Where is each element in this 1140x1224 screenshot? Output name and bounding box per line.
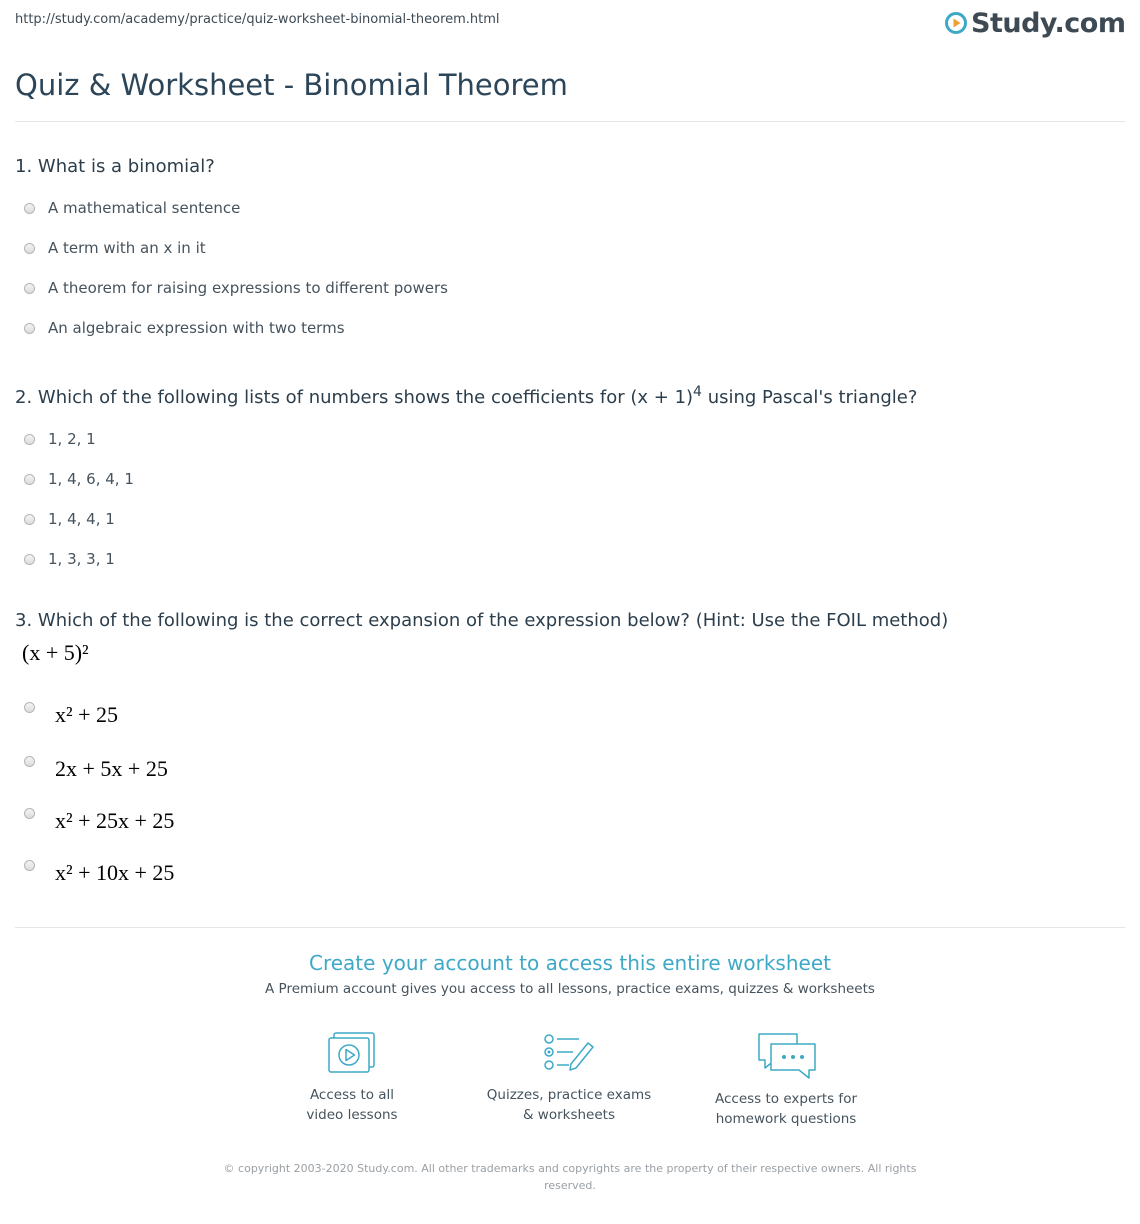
option-label: 1, 4, 6, 4, 1 xyxy=(48,470,134,488)
title-divider xyxy=(15,121,1125,122)
option-label: 1, 3, 3, 1 xyxy=(48,550,115,568)
q2-option-1[interactable] xyxy=(24,430,96,448)
feature-label-line2: video lessons xyxy=(306,1107,398,1123)
page-title: Quiz & Worksheet - Binomial Theorem xyxy=(15,68,568,102)
radio-button[interactable] xyxy=(24,323,35,334)
feature-video-lessons xyxy=(252,1030,452,1125)
feature-quizzes xyxy=(469,1030,669,1125)
radio-button[interactable] xyxy=(24,283,35,294)
q1-option-2[interactable] xyxy=(24,239,206,257)
q3-option-4[interactable] xyxy=(24,860,174,886)
cta-divider xyxy=(15,927,1125,928)
feature-label-line2: & worksheets xyxy=(522,1107,615,1123)
q1-option-3[interactable] xyxy=(24,279,448,297)
radio-button[interactable] xyxy=(24,554,35,565)
q1-option-1[interactable] xyxy=(24,199,240,217)
radio-button[interactable] xyxy=(24,514,35,525)
q2-option-2[interactable] xyxy=(24,470,134,488)
radio-button[interactable] xyxy=(24,702,35,713)
radio-button[interactable] xyxy=(24,756,35,767)
page-url: http://study.com/academy/practice/quiz-worksheet-binomial-theorem.html xyxy=(15,12,500,27)
logo-text: Study.com xyxy=(971,7,1126,39)
option-math-label: x² + 25x + 25 xyxy=(55,808,175,833)
create-account-link[interactable]: Create your account to access this entire worksheet xyxy=(309,951,831,975)
option-label: A mathematical sentence xyxy=(48,199,241,217)
feature-label-line2: homework questions xyxy=(715,1111,857,1127)
feature-label-line1: Access to experts for xyxy=(714,1091,857,1107)
q3-option-3[interactable] xyxy=(24,808,174,834)
q3-option-1[interactable] xyxy=(24,702,118,728)
option-math-label: 2x + 5x + 25 xyxy=(55,756,168,781)
option-label: 1, 4, 4, 1 xyxy=(48,510,115,528)
option-math-label: x² + 25 xyxy=(55,702,119,727)
radio-button[interactable] xyxy=(24,203,35,214)
feature-label-line1: Quizzes, practice exams xyxy=(486,1087,652,1103)
quiz-list-icon xyxy=(541,1030,597,1076)
q3-option-2[interactable] xyxy=(24,756,168,782)
radio-button[interactable] xyxy=(24,808,35,819)
q2-option-4[interactable] xyxy=(24,550,115,568)
play-logo-icon xyxy=(945,12,967,34)
feature-experts xyxy=(686,1030,886,1129)
option-label: 1, 2, 1 xyxy=(48,430,96,448)
option-label: An algebraic expression with two terms xyxy=(48,319,345,337)
radio-button[interactable] xyxy=(24,243,35,254)
study-com-logo[interactable] xyxy=(945,4,1125,42)
option-label: A term with an x in it xyxy=(48,239,206,257)
option-math-label: x² + 10x + 25 xyxy=(55,860,175,885)
copyright-notice: © copyright 2003-2020 Study.com. All other trademarks and copyrights are the property of their respective owners. All rights reserved. xyxy=(223,1162,917,1192)
question-2: 2. Which of the following lists of numbers shows the coefficients for $(x + 1)^4$ using Pascal's triangle? xyxy=(15,384,918,408)
radio-button[interactable] xyxy=(24,860,35,871)
radio-button[interactable] xyxy=(24,434,35,445)
option-label: A theorem for raising expressions to different powers xyxy=(48,279,448,297)
cta-subtitle: A Premium account gives you access to all lessons, practice exams, quizzes & worksheets xyxy=(265,981,875,997)
question-1: 1. What is a binomial? xyxy=(15,156,215,177)
radio-button[interactable] xyxy=(24,474,35,485)
chat-bubbles-icon xyxy=(753,1030,819,1080)
video-lessons-icon xyxy=(326,1030,378,1076)
question-3-expression: (x + 5)² xyxy=(22,640,89,665)
feature-label-line1: Access to all xyxy=(309,1087,395,1103)
q1-option-4[interactable] xyxy=(24,319,345,337)
q2-option-3[interactable] xyxy=(24,510,115,528)
question-3: 3. Which of the following is the correct expansion of the expression below? (Hint: Use the FOIL method) xyxy=(15,610,949,631)
